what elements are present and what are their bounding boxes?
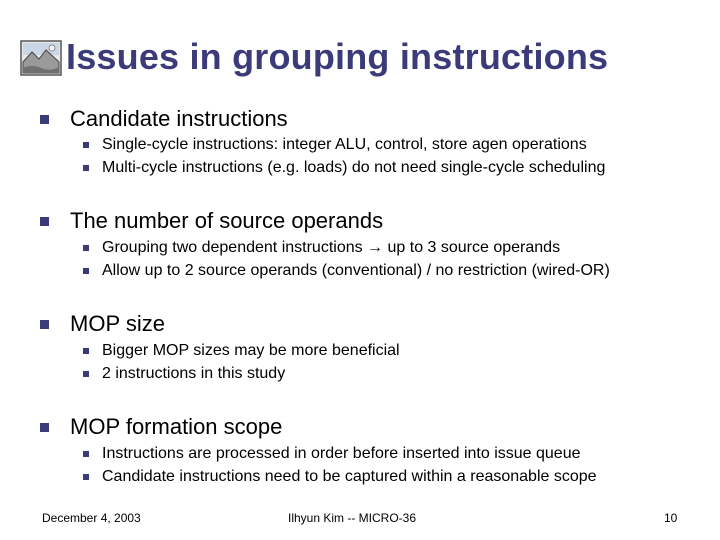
level2-bullet-icon: [83, 474, 89, 480]
footer-author: Ilhyun Kim -- MICRO-36: [288, 511, 417, 525]
level1-bullet-icon: [40, 423, 49, 432]
page-number: 10: [664, 511, 678, 525]
footer-date: December 4, 2003: [42, 511, 141, 525]
list-item: 2 instructions in this study: [102, 365, 286, 382]
list-item: Single-cycle instructions: integer ALU, control, store agen operations: [102, 136, 587, 153]
level2-bullet-icon: [83, 451, 89, 457]
section-heading: Candidate instructions: [70, 106, 288, 131]
level1-bullet-icon: [40, 115, 49, 124]
list-item: Multi-cycle instructions (e.g. loads) do not need single-cycle scheduling: [102, 159, 606, 176]
level1-bullet-icon: [40, 320, 49, 329]
level1-bullet-icon: [40, 217, 49, 226]
level2-bullet-icon: [83, 268, 89, 274]
list-item: Bigger MOP sizes may be more beneficial: [102, 342, 400, 359]
section-heading: MOP size: [70, 311, 165, 336]
section-heading: MOP formation scope: [70, 414, 283, 439]
level2-bullet-icon: [83, 245, 89, 251]
landscape-clipart-icon: [20, 40, 62, 76]
level2-bullet-icon: [83, 371, 89, 377]
list-item: Instructions are processed in order before inserted into issue queue: [102, 445, 581, 462]
section-heading: The number of source operands: [70, 208, 384, 233]
list-item: Allow up to 2 source operands (conventional) / no restriction (wired-OR): [102, 262, 610, 279]
list-item: Candidate instructions need to be captured within a reasonable scope: [102, 468, 597, 485]
level2-bullet-icon: [83, 348, 89, 354]
list-item: Grouping two dependent instructions → up to 3 source operands: [102, 239, 561, 256]
slide-title: Issues in grouping instructions: [66, 36, 609, 77]
level2-bullet-icon: [83, 165, 89, 171]
level2-bullet-icon: [83, 142, 89, 148]
